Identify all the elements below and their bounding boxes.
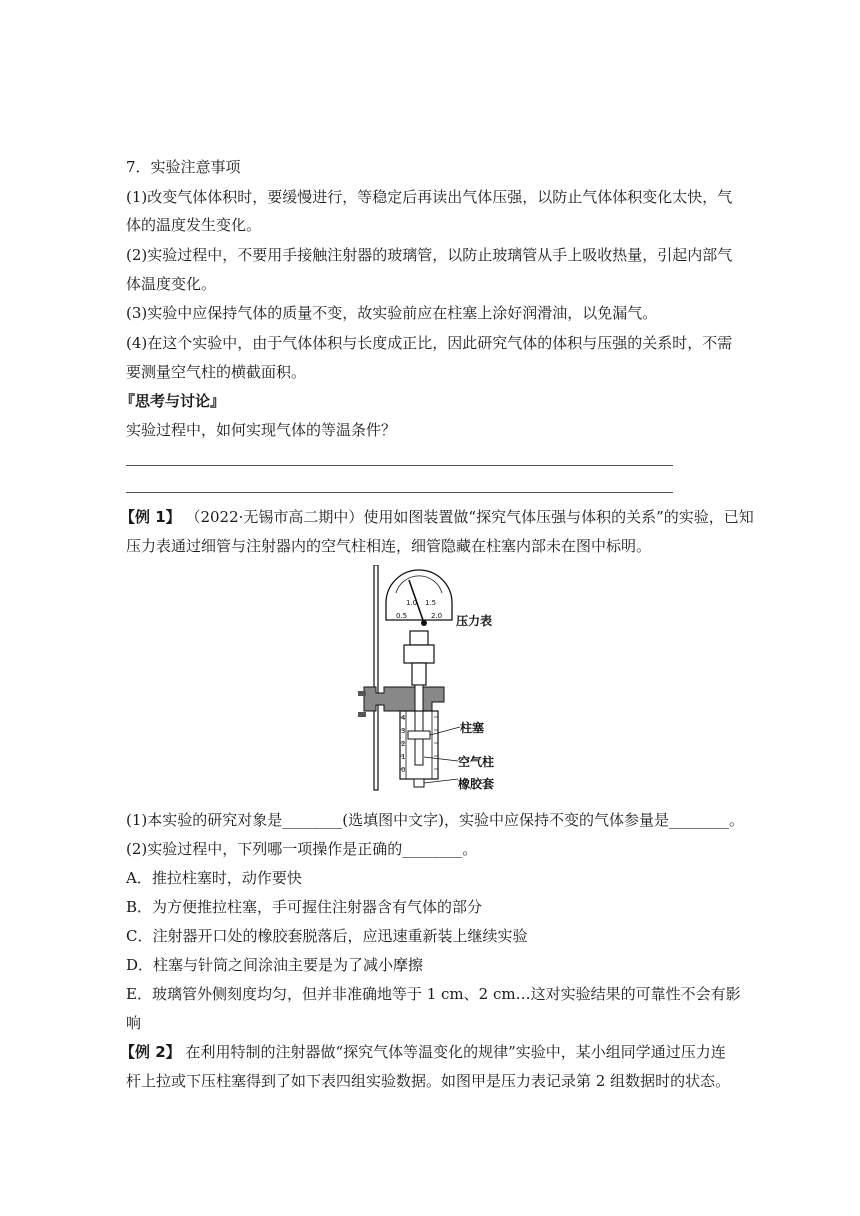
label-rubber-cap: 橡胶套 [458, 777, 495, 791]
option-d: D．柱塞与针筒之间涂油主要是为了减小摩擦 [126, 956, 424, 974]
apparatus-figure [354, 565, 504, 795]
scale-4: 4 [401, 714, 406, 722]
stand-rod [374, 565, 378, 790]
plunger [408, 731, 430, 739]
answer-line-2 [126, 492, 673, 493]
example-1-line-1 [120, 507, 754, 527]
label-pressure-gauge: 压力表 [456, 614, 493, 628]
example-1-text-1: （2022·无锡市高二期中）使用如图装置做“探究气体压强与体积的关系”的实验，已知 [185, 508, 754, 526]
paragraph-3: (3)实验中应保持气体的质量不变，故实验前应在柱塞上涂好润滑油，以免漏气。 [126, 304, 658, 322]
question-2: (2)实验过程中，下列哪一项操作是正确的________。 [126, 840, 478, 858]
option-b: B．为方便推拉柱塞，手可握住注射器含有气体的部分 [126, 898, 483, 916]
option-a: A．推拉柱塞时，动作要快 [126, 869, 302, 887]
example-2-tag: 【例 2】 [120, 1043, 181, 1061]
scale-2: 2 [401, 740, 406, 748]
discussion-question: 实验过程中，如何实现气体的等温条件？ [126, 421, 397, 439]
paragraph-4-line-1: (4)在这个实验中，由于气体体积与长度成正比，因此研究气体的体积与压强的关系时，不需 [126, 334, 733, 352]
question-1: (1)本实验的研究对象是________(选填图中文字)，实验中应保持不变的气体参量是________。 [126, 811, 744, 829]
answer-line-1 [126, 465, 673, 466]
paragraph-1-line-2: 体的温度发生变化。 [126, 216, 262, 234]
label-air-column: 空气柱 [458, 755, 495, 769]
scale-0: 0 [401, 766, 406, 774]
dial-mark-2-0: 2.0 [431, 612, 443, 620]
scale-1: 1 [401, 753, 406, 761]
example-2-text-1: 在利用特制的注射器做“探究气体等温变化的规律”实验中，某小组同学通过压力连 [185, 1043, 726, 1061]
option-c: C．注射器开口处的橡胶套脱落后，应迅速重新装上继续实验 [126, 927, 528, 945]
section-title: 7．实验注意事项 [126, 158, 241, 176]
plunger-rod [415, 685, 423, 765]
paragraph-1-line-1: (1)改变气体体积时，要缓慢进行，等稳定后再读出气体压强，以防止气体体积变化太快，气 [126, 188, 733, 206]
scale-3: 3 [401, 727, 406, 735]
example-2-line-1 [120, 1042, 726, 1062]
paragraph-4-line-2: 要测量空气柱的横截面积。 [126, 363, 307, 381]
dial-mark-0-5: 0.5 [396, 612, 408, 620]
example-1-tag: 【例 1】 [120, 508, 181, 526]
example-1-line-2: 压力表通过细管与注射器内的空气柱相连，细管隐藏在柱塞内部未在图中标明。 [126, 537, 652, 555]
example-2-line-2: 杆上拉或下压柱塞得到了如下表四组实验数据。如图甲是压力表记录第 2 组数据时的状态。 [126, 1072, 731, 1090]
option-e-line-2: 响 [126, 1014, 142, 1032]
paragraph-2-line-2: 体温度变化。 [126, 275, 217, 293]
label-plunger: 柱塞 [460, 721, 485, 735]
paragraph-2-line-1: (2)实验过程中，不要用手接触注射器的玻璃管，以防止玻璃管从手上吸收热量，引起内部气 [126, 246, 733, 264]
dial-mark-1-5: 1.5 [425, 599, 437, 607]
clamp [364, 687, 444, 711]
dial-mark-1-0: 1.0 [406, 599, 418, 607]
discussion-heading: 『思考与讨论』 [120, 392, 226, 410]
option-e-line-1: E．玻璃管外侧刻度均匀，但并非准确地等于 1 cm、2 cm…这对实验结果的可靠性不会有影 [126, 985, 741, 1003]
rubber-cap [414, 779, 424, 787]
